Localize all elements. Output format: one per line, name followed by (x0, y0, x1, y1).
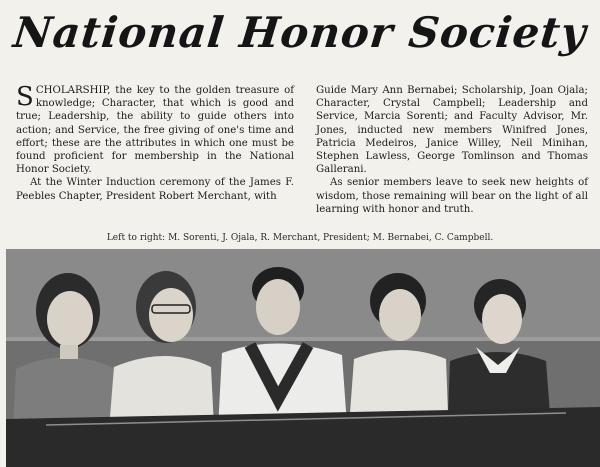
page-title: National Honor Society (11, 8, 589, 57)
photo-caption: Left to right: M. Sorenti, J. Ojala, R. Merchant, President; M. Bernabei, C. Campbell. (106, 233, 494, 243)
text-column-right (316, 84, 588, 216)
intro-paragraph (16, 84, 294, 176)
drop-cap: S (16, 82, 34, 112)
induction-paragraph-cont: Guide Mary Ann Bernabei; Scholarship, Joan Ojala; Character, Crystal Campbell; Leadership and Service, Marcia Sorenti; and Faculty Advisor, Mr. Jones, inducted new members Winifred Jones, Patricia Medeiros, Janice Willey, Neil Minihan, Stephen Lawless, George Tomlinson and Thomas Gallerani. (316, 85, 588, 176)
induction-paragraph-start: At the Winter Induction ceremony of the James F. Peebles Chapter, President Robert Merchant, with (16, 177, 294, 202)
text-column-left (16, 84, 294, 203)
group-photo-illustration (6, 249, 600, 467)
group-photo (6, 249, 600, 467)
intro-text: CHOLARSHIP, the key to the golden treasure of knowledge; Character, that which is good and true; Leadership, the ability to guide others into action; and Service, the free giving of one's time and effort; these are the attributes in which one must be found proficient for membership in the National Honor Society. (16, 85, 294, 176)
closing-paragraph: As senior members leave to seek new heights of wisdom, those remaining will bear on the light of all learning with honor and truth. (316, 177, 588, 215)
